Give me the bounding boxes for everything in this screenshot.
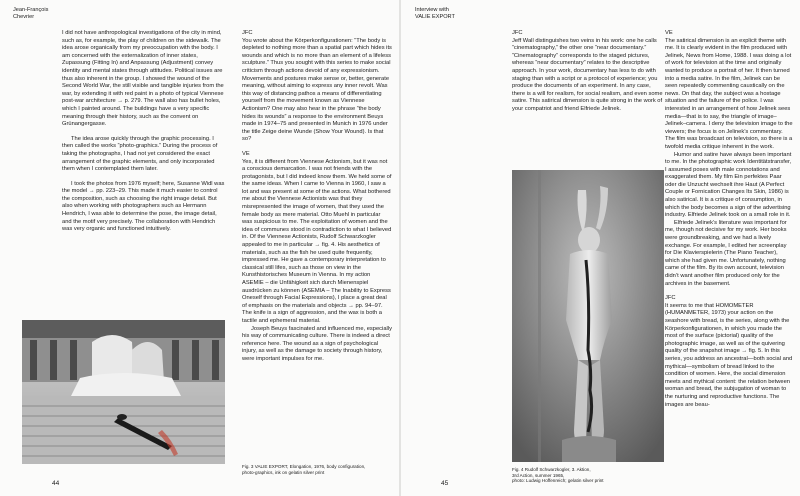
paragraph: I took the photos from 1976 myself; here, Susanne Widl was the model → pp. 223–29. This made it much easier to control the composition, such as choosing the right image detail. But also when working with photographers such as Hermann Hendrich, I was able to determine the pose, the image detail, and the motif very precisely. The collaboration with Hendrich was very organic and functioned intuitively. <box>62 180 225 233</box>
page-number-left: 44 <box>52 480 60 487</box>
right-column-1 <box>512 30 664 114</box>
right-column-2 <box>665 30 793 409</box>
paragraph: The satirical dimension is an explicit theme with me. It is clearly evident in the film produced with Jelinek, News from Home, 1988. I was doing a lot of work for television at the time and originally wanted to produce a portrait of her. It then turned into a media satire. In the film, Jelinek can be seen repeatedly commenting caustically on the news. On that day, the subject was a hostage situation and the failure of the police. I was interested in an arrangement of how Jelinek sees media—that is to say, the triangle of image–Jelinek–camera. I deny the television image to the viewers; the focus is on Jelinek’s commentary. The film was broadcast on television, so there is a twofold media critique inherent in the work. <box>665 37 793 150</box>
figure-4-caption: Fig. 4 Rudolf Schwarzkogler, 3. Aktion, 3rd Action, summer 1965, photo: Ludwig Hoffenreich; gelatin silver print <box>512 467 604 484</box>
paragraph: I did not have anthropological investigations of the city in mind, such as, for example, the play of children on the sidewalk. The idea arose organically from my preoccupation with the body. I am concerned with the externalization of inner states, Zupassung (Fitting In) and Anpassung (Adjustment) convey identity and mental states through attitudes. Political issues are thus also inherent in the group. I showed the wound of the Second World War, the still visible and tangible injuries from the war, by extending it with red paint in a photo of typical Viennese post-war architecture → p. 279. The wall also has bullet holes, which I painted around. The buildings have a very specific meaning through their history, such as the convent on Grünangergasse. <box>62 30 224 128</box>
right-running-head: Interview with VALIE EXPORT <box>415 7 455 20</box>
left-page <box>0 0 399 496</box>
paragraph: Yes, it is different from Viennese Actionism, but it was not a conscious demarcation. I was not friends with the protagonists, but I did indeed know them. We held some of the same ideas. When I came to Vienna in 1960, I saw a lot and was present at some of the actions. What bothered me about the Viennese Actionists was that they misrepresented the image of women, that they used the female body as mere material. Otto Muehl in particular was suspicious to me. The exploitation of women and the idea of communes stood in contradiction to what I believed in. Of the Viennese Actionists, Rudolf Schwarzkogler appealed to me in particular → fig. 4. His aesthetics of materials, such as the fish he used quite frequently, impressed me. He gave a contemporary interpretation to classical still lifes, such as those on view in the Kunsthistorisches Museum in Vienna. In my action ASEMIE – die Unfähigkeit sich durch Mienenspiel ausdrücken zu können (ASEMIA – The Inability to Express Oneself through Facial Expressions), I place a great deal of emphasis on the materials and objects → pp. 94–97. The knife is a sign of aggression, and the wax is both a tactile and ephemeral material. <box>242 158 392 324</box>
speaker-label: VE <box>242 150 250 157</box>
paragraph: You wrote about the Körperkonfigurationen: “The body is depleted to nothing more than a spatial part which hides its wounds and which is no more than an element of a lifeless sculpture.” Thus you sought with this series to make social criticism through actions devoid of any expressionism. Movements and postures make sense or, better, generate meaning, without aiming to express any inner revolt. Was this way of distancing pathos a means of differentiating yourself from the movement known as Viennese Actionism? One may also hear in the phrase “the body hides its wounds” a response to the environment Beuys made in 1974–75 and presented in Munich in 1976 under the title Zeige deine Wunde (Show Your Wound). Is that so? <box>242 37 392 143</box>
paragraph: The idea arose quickly through the graphic processing. I then called the works “photo-graphics.” During the process of taking the photographs, I had not yet considered the exact arrangement of the graphic elements, and only incorporated them when I contemplated them later. <box>62 135 218 173</box>
paragraph: Joseph Beuys fascinated and influenced me, especially his way of communicating culture. There is indeed a direct reference here. The wound as a sign of psychological injury, as well as the damage to society through history, were important impulses for me. <box>242 325 392 362</box>
paragraph: Jeff Wall distinguishes two veins in his work: one he calls “cinematography,” the other one “near documentary.” “Cinematography” corresponds to the staged pictures, whereas “near documentary” relates to the descriptive approach. In your work, documentary has less to do with staging than with a script or a protocol of experience; you produce the documents of an experiment. In any case, there is a will for realism, for social realism, and even some satire. This satirical dimension is quite strong in the work of your compatriot and friend Elfriede Jelinek. <box>512 37 663 112</box>
speaker-label: VE <box>665 30 673 36</box>
figure-3-caption: Fig. 3 VALIE EXPORT, Elongation, 1976, body configuration, photo-graphics, ink on gelatin silver print <box>242 464 366 475</box>
paragraph: Elfriede Jelinek’s literature was important for me, though not decisive for my work. Her books were groundbreaking, and we had a lively exchange. For example, I edited her screenplay for Die Klavierspielerin (The Piano Teacher), which she had given me. Unfortunately, nothing came of the film. By its own account, television didn’t want another film produced only for the archives in the basement. <box>665 219 787 287</box>
figure-4-photo <box>512 170 664 462</box>
page-number-right: 45 <box>441 480 449 487</box>
figure-3-photo <box>22 320 225 464</box>
paragraph: Humor and satire have always been important to me. In the photographic work Identitätstransfer, I assumed poses with male connotations and exaggerated them. My film Ein perfektes Paar oder die Unzucht wechselt ihre Haut (A Perfect Couple or Fornication Changes Its Skin, 1986) is also satirical. It is a critique of consumption, in which the body becomes a sign of the advertising industry. Elfriede Jelinek took on a small role in it. <box>665 151 792 219</box>
left-running-head: Jean-François Chevrier <box>13 7 49 20</box>
speaker-label: JFC <box>512 30 523 36</box>
left-column-2 <box>242 30 392 364</box>
speaker-label: JFC <box>665 295 676 302</box>
speaker-label: JFC <box>242 30 253 36</box>
paragraph: It seems to me that HOMOMETER (HUMANMETER, 1973) your action on the seashore with bread, is the series, along with the Körperkonfigurationen, in which you made the most of the surface (pictorial) quality of the photographic image, as well as of the quivering quality of the snapshot image → fig. 5. In this series, you address an ancestral—both social and mythical—symbolism of bread linked to the condition of women. Here, the social dimension meets and mythical content: the relation between woman and bread, the subjugation of woman to the nurturing and reproductive functions. The images are beau- <box>665 302 793 408</box>
right-page <box>401 0 800 496</box>
left-column-1 <box>62 30 226 234</box>
